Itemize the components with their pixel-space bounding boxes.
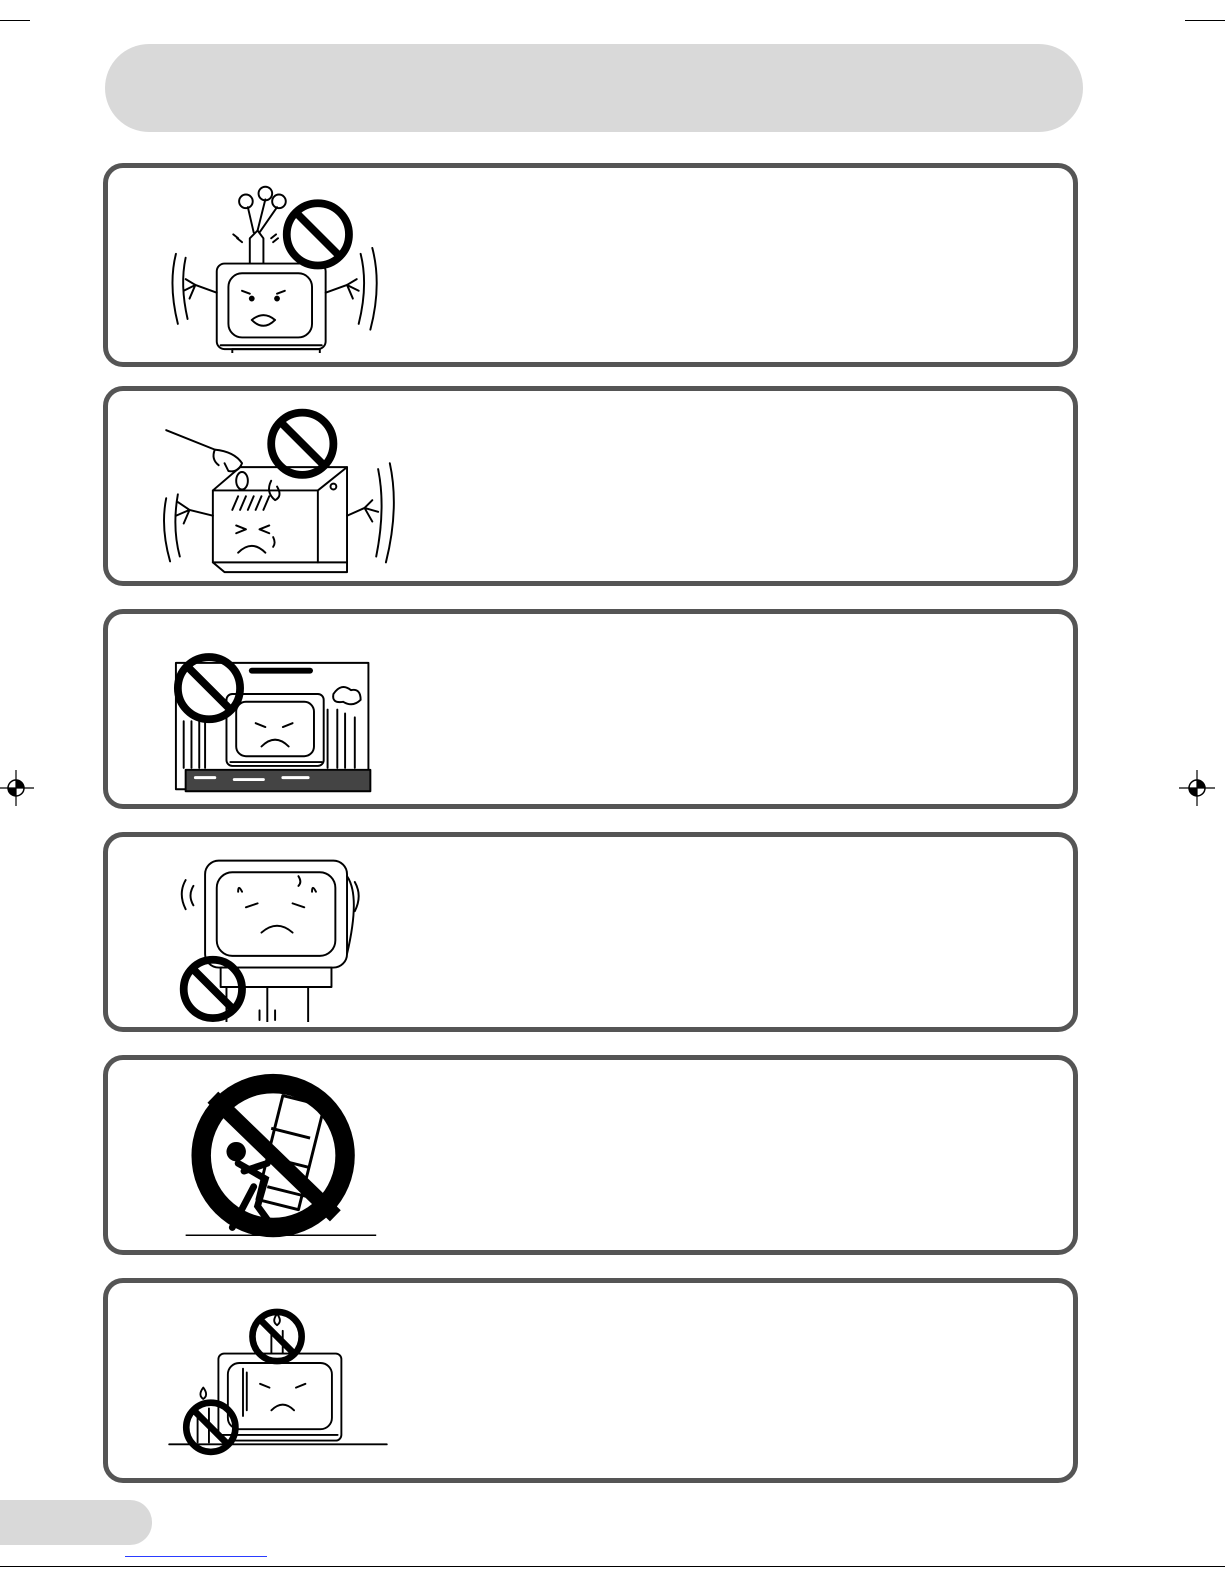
crop-mark-top-left [0,20,30,21]
registration-mark-right [1179,770,1215,806]
panel-1-text [398,188,1043,342]
tv-unstable-cabinet-illustration [153,847,403,1022]
bottom-trim-line [0,1566,1225,1567]
tv-bookshelf-illustration [153,624,403,799]
crop-mark-top-right [1185,20,1225,21]
safety-panel-3 [103,609,1078,809]
panel-5-text [398,1080,1043,1230]
cart-tip-over-warning-icon [153,1070,403,1245]
registration-mark-left [0,770,34,806]
safety-panel-6 [103,1278,1078,1483]
panel-3-text [398,634,1043,784]
tv-flower-vase-illustration [153,178,403,353]
safety-panel-2 [103,386,1078,586]
header-banner [105,44,1083,132]
panel-4-text [398,857,1043,1007]
safety-panel-5 [103,1055,1078,1255]
panel-2-text [398,411,1043,561]
footer-link-underline [125,1556,267,1557]
safety-panel-4 [103,832,1078,1032]
tv-vent-insertion-illustration [153,401,403,576]
page-number-tab [0,1500,152,1545]
tv-heat-sources-illustration [153,1293,403,1468]
safety-panel-1 [103,163,1078,367]
panel-6-text [398,1303,1043,1458]
